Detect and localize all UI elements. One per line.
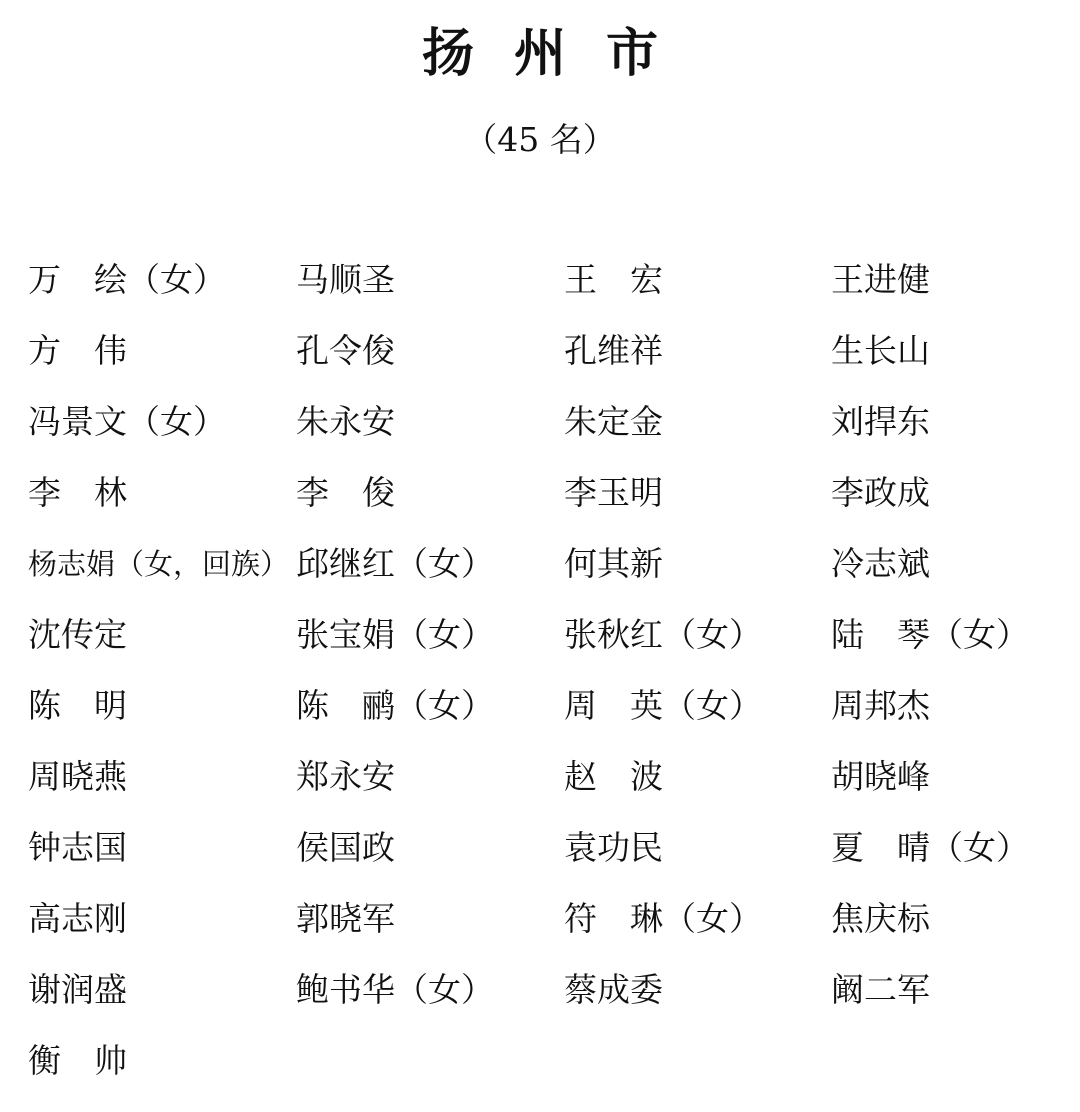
- name-entry: 赵 波: [564, 757, 663, 796]
- name-entry: 王 宏: [564, 260, 663, 299]
- name-row: [28, 534, 1058, 605]
- name-entry: 邱继红（女）: [296, 544, 494, 583]
- name-row: [28, 321, 1058, 392]
- name-entry: 蔡成委: [564, 970, 663, 1009]
- name-entry: 李 林: [28, 473, 127, 512]
- name-entry: 侯国政: [296, 828, 395, 867]
- name-entry: 朱永安: [296, 402, 395, 441]
- name-row: [28, 1031, 1058, 1102]
- name-entry: 朱定金: [564, 402, 663, 441]
- name-entry: 焦庆标: [831, 899, 930, 938]
- name-row: [28, 392, 1058, 463]
- name-row: [28, 889, 1058, 960]
- name-entry: 鲍书华（女）: [296, 970, 494, 1009]
- name-entry: 郭晓军: [296, 899, 395, 938]
- name-entry: 沈传定: [28, 615, 127, 654]
- name-entry: 陈 鹂（女）: [296, 686, 494, 725]
- name-entry: 周晓燕: [28, 757, 127, 796]
- name-entry: 夏 晴（女）: [831, 828, 1029, 867]
- name-entry: 马顺圣: [296, 260, 395, 299]
- name-entry: 生长山: [831, 331, 930, 370]
- name-list: [28, 250, 1058, 1102]
- name-entry: 周邦杰: [831, 686, 930, 725]
- name-row: [28, 960, 1058, 1031]
- count-subtitle: （45 名）: [464, 120, 616, 159]
- name-entry: 张秋红（女）: [564, 615, 762, 654]
- name-entry: 张宝娟（女）: [296, 615, 494, 654]
- name-row: [28, 818, 1058, 889]
- name-entry: 周 英（女）: [564, 686, 762, 725]
- name-entry: 袁功民: [564, 828, 663, 867]
- name-entry: 王进健: [831, 260, 930, 299]
- name-entry: 冷志斌: [831, 544, 930, 583]
- name-entry: 李玉明: [564, 473, 663, 512]
- name-entry: 万 绘（女）: [28, 260, 226, 299]
- name-entry: 符 琳（女）: [564, 899, 762, 938]
- name-entry: 郑永安: [296, 757, 395, 796]
- name-row: [28, 605, 1058, 676]
- name-entry: 陈 明: [28, 686, 127, 725]
- name-entry: 钟志国: [28, 828, 127, 867]
- name-row: [28, 463, 1058, 534]
- name-entry: 孔令俊: [296, 331, 395, 370]
- name-entry: 何其新: [564, 544, 663, 583]
- name-entry: 冯景文（女）: [28, 402, 226, 441]
- name-entry: 方 伟: [28, 331, 127, 370]
- name-entry: 阚二军: [831, 970, 930, 1009]
- name-entry: 陆 琴（女）: [831, 615, 1029, 654]
- page-title: 扬州市: [421, 23, 698, 84]
- name-row: [28, 747, 1058, 818]
- name-entry: 刘捍东: [831, 402, 930, 441]
- name-entry: 杨志娟（女，回族）: [28, 547, 290, 581]
- name-entry: 李政成: [831, 473, 930, 512]
- name-entry: 谢润盛: [28, 970, 127, 1009]
- name-entry: 孔维祥: [564, 331, 663, 370]
- name-entry: 高志刚: [28, 899, 127, 938]
- name-row: [28, 250, 1058, 321]
- name-entry: 李 俊: [296, 473, 395, 512]
- name-entry: 衡 帅: [28, 1041, 127, 1080]
- name-entry: 胡晓峰: [831, 757, 930, 796]
- name-row: [28, 676, 1058, 747]
